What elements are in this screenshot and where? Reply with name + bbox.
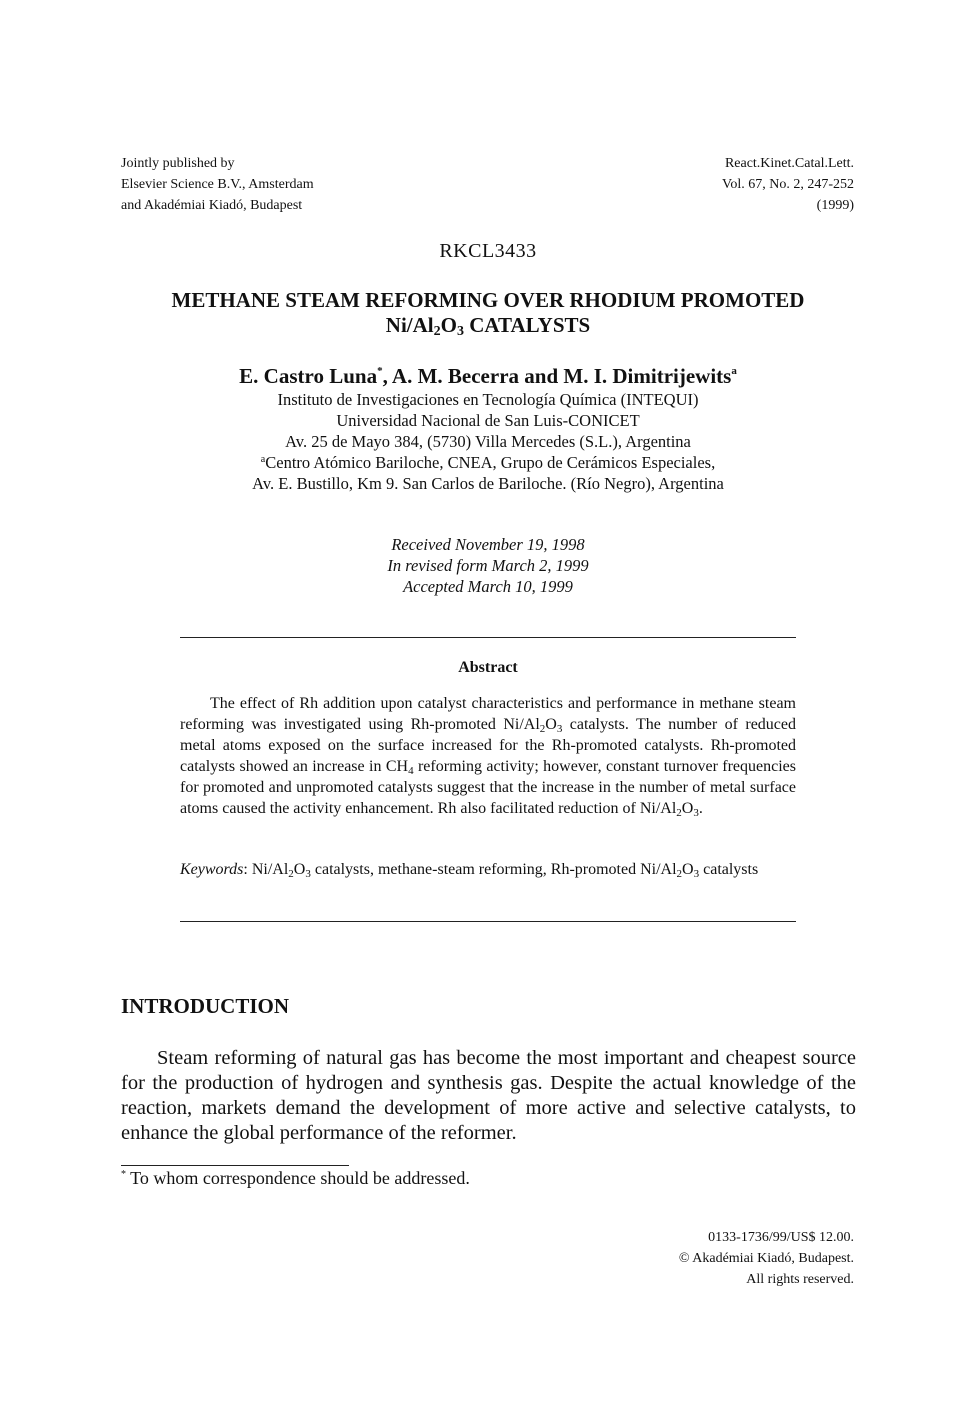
keywords: Keywords: $Ni/Al_2O_3$ catalysts, methane-steam reforming, Rh-promoted $Ni/Al_2O_3$ catalysts xyxy=(180,861,759,880)
abstract-heading: Abstract xyxy=(458,659,518,676)
affiliation-line: Instituto de Investigaciones en Tecnología Química (INTEQUI) xyxy=(277,390,699,409)
affiliation-line: Av. E. Bustillo, Km 9. San Carlos de Bariloche. (Río Negro), Argentina xyxy=(252,474,724,493)
introduction-paragraph: Steam reforming of natural gas has become the most important and cheapest source for the production of hydrogen and synthesis gas. Despite the actual knowledge of the reaction, markets demand the development of more active and selective catalysts, to enhance the global performance of the reformer. xyxy=(121,1047,856,1144)
journal-citation xyxy=(722,153,854,216)
affiliations xyxy=(0,389,976,494)
copyright-holder: © Akadémiai Kiadó, Budapest. xyxy=(678,1251,854,1266)
journal-year: (1999) xyxy=(816,198,854,213)
journal-name: React.Kinet.Catal.Lett. xyxy=(724,156,854,171)
copyright-notice xyxy=(679,1227,854,1290)
section-heading: INTRODUCTION xyxy=(121,994,290,1018)
issn-price: 0133-1736/99/US$ 12.00. xyxy=(708,1230,854,1245)
author-list xyxy=(0,364,976,389)
corresponding-mark: * xyxy=(377,365,383,377)
footnote-text: To whom correspondence should be addressed. xyxy=(126,1168,470,1188)
accepted-date: Accepted March 10, 1999 xyxy=(403,577,573,596)
manuscript-dates xyxy=(0,534,976,597)
affiliation-line: Universidad Nacional de San Luis-CONICET xyxy=(336,411,640,430)
publisher-line: Jointly published by xyxy=(121,156,235,171)
publisher-line: Elsevier Science B.V., Amsterdam xyxy=(121,177,314,192)
author-names: , A. M. Becerra and M. I. Dimitrijewits xyxy=(382,364,732,388)
abstract-top-rule xyxy=(180,637,796,638)
keywords-label: Keywords xyxy=(180,861,244,878)
publisher-info xyxy=(121,153,314,216)
abstract-bottom-rule xyxy=(180,921,796,922)
paper-title xyxy=(60,288,916,338)
journal-volume: Vol. 67, No. 2, 247-252 xyxy=(722,177,854,192)
publisher-line: and Akadémiai Kiadó, Budapest xyxy=(121,198,303,213)
rights-statement: All rights reserved. xyxy=(746,1272,854,1287)
title-line-2: $Ni/Al_2O_3$ CATALYSTS xyxy=(385,313,591,339)
footnote-rule xyxy=(121,1165,349,1166)
title-line-1: METHANE STEAM REFORMING OVER RHODIUM PROMOTED xyxy=(171,288,805,312)
affiliation-line: $^a$Centro Atómico Bariloche, CNEA, Grupo de Cerámicos Especiales, xyxy=(260,453,716,472)
author-name: E. Castro Luna xyxy=(239,364,378,388)
revised-date: In revised form March 2, 1999 xyxy=(387,556,589,575)
received-date: Received November 19, 1998 xyxy=(391,535,585,554)
affiliation-line: Av. 25 de Mayo 384, (5730) Villa Mercedes (S.L.), Argentina xyxy=(285,432,691,451)
article-code: RKCL3433 xyxy=(439,240,537,262)
footnote-mark: * xyxy=(121,1169,126,1180)
abstract-text: The effect of Rh addition upon catalyst characteristics and performance in methane steam reforming was investigated using Rh-promoted $Ni/Al_2O_3$ catalysts. The number of reduced metal atoms exposed on the surface increased for the Rh-promoted catalysts. Rh-promoted catalysts showed an increase in $CH_4$ reforming activity; however, constant turnover frequencies for promoted and unpromoted catalysts suggest that the increase in the number of metal surface atoms caused the activity enhancement. Rh also facilitated reduction of $Ni/Al_2O_3$. xyxy=(180,695,797,819)
affiliation-mark: a xyxy=(731,365,737,377)
footnote xyxy=(121,1168,470,1189)
